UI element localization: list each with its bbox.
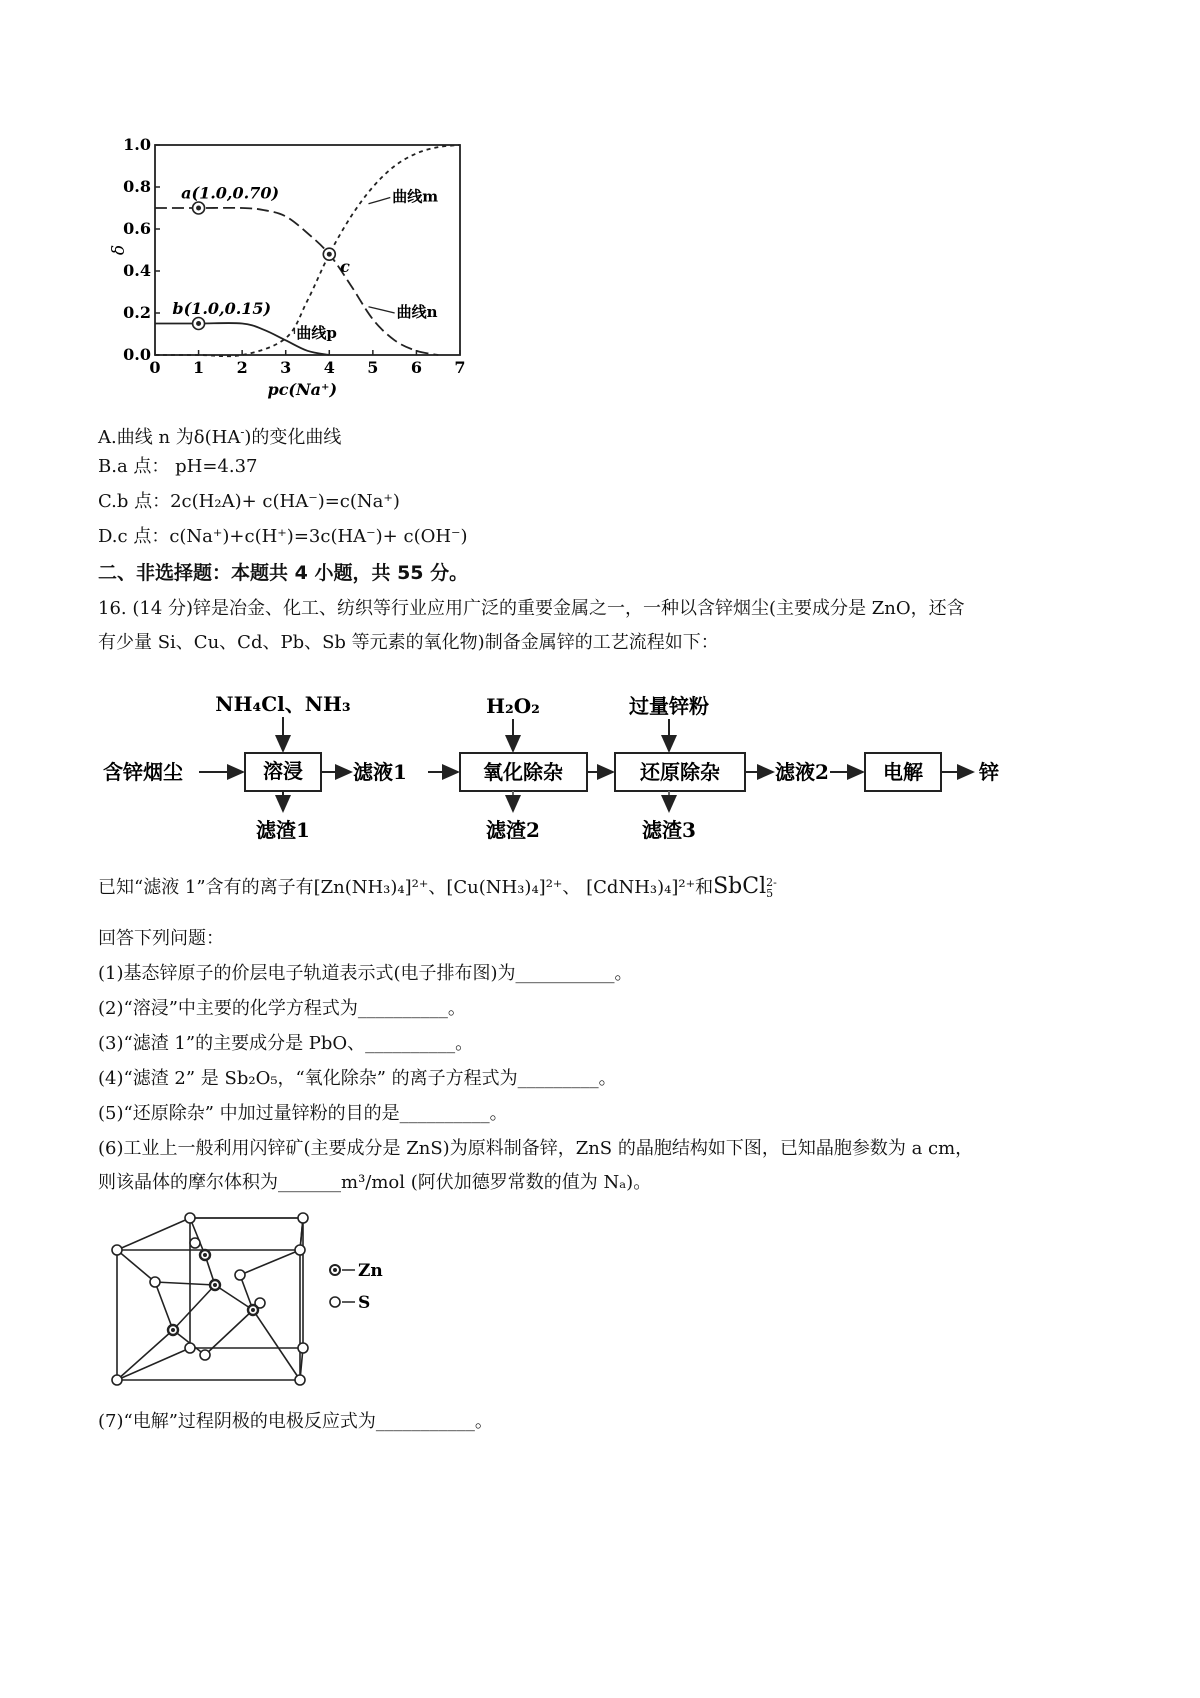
zn-atom-core (203, 1253, 207, 1257)
s-atom (298, 1213, 308, 1223)
option-d: D.c 点：c(Na⁺)+c(H⁺)=3c(HA⁻)+ c(OH⁻) (98, 526, 468, 547)
question-2: (2)“溶浸”中主要的化学方程式为__________。 (98, 998, 466, 1019)
answer-intro: 回答下列问题： (98, 928, 224, 949)
x-axis-label: pc(Na⁺) (267, 380, 338, 399)
flow-reagent3: 过量锌粉 (629, 694, 709, 718)
zn-atom-core (171, 1328, 175, 1332)
series-leader-1 (369, 307, 395, 313)
question-6-line2: 则该晶体的摩尔体积为_______m³/mol (阿伏加德罗常数的值为 Nₐ)。 (98, 1172, 652, 1193)
process-flowchart (95, 685, 1115, 850)
option-c: C.b 点：2c(H₂A)+ c(HA⁻)=c(Na⁺) (98, 491, 400, 512)
y-tick-label-0: 0.0 (123, 345, 151, 364)
x-tick-label-6: 6 (410, 358, 422, 377)
delta-chart (105, 135, 485, 405)
option-a: A.曲线 n 为δ(HA-)的变化曲线 (98, 425, 342, 448)
y-tick-label-4: 0.8 (123, 177, 151, 196)
question-4: (4)“滤渣 2” 是 Sb₂O₅，“氧化除杂” 的离子方程式为_________。 (98, 1068, 617, 1089)
known-ions: 已知“滤液 1”含有的离子有[Zn(NH₃)₄]²⁺、[Cu(NH₃)₄]²⁺、 [CdNH₃)₄]²⁺和SbCl 2- 5 (98, 874, 777, 900)
x-tick-label-0: 0 (149, 358, 161, 377)
q16-stem-line2: 有少量 Si、Cu、Cd、Pb、Sb 等元素的氧化物)制备金属锌的工艺流程如下： (98, 632, 719, 653)
x-tick-label-5: 5 (367, 358, 379, 377)
series-label-1: 曲线n (396, 303, 438, 321)
flow-step1: 溶浸 (263, 759, 303, 783)
point-label-2: c (340, 256, 350, 276)
s-atom (235, 1270, 245, 1280)
x-tick-label-3: 3 (280, 358, 292, 377)
y-tick-label-5: 1.0 (123, 135, 151, 154)
flow-residue2: 滤渣2 (486, 818, 540, 842)
zns-unit-cell-diagram (105, 1210, 425, 1390)
y-tick-label-3: 0.6 (123, 219, 151, 238)
question-7: (7)“电解”过程阴极的电极反应式为___________。 (98, 1411, 493, 1432)
s-atom (295, 1375, 305, 1385)
legend-s-marker (330, 1297, 340, 1307)
y-axis-label: δ (109, 244, 129, 256)
series-label-2: 曲线p (296, 324, 337, 342)
point-label-0: a(1.0,0.70) (181, 183, 280, 203)
flow-input: 含锌烟尘 (103, 760, 183, 784)
point-dot-2 (327, 252, 332, 257)
question-6-line1: (6)工业上一般利用闪锌矿(主要成分是 ZnS)为原料制备锌，ZnS 的晶胞结构如下图，已知晶胞参数为 a cm， (98, 1138, 974, 1159)
s-atom (200, 1350, 210, 1360)
flow-step3: 还原除杂 (640, 760, 720, 784)
point-dot-1 (196, 321, 201, 326)
flow-residue1: 滤渣1 (256, 818, 310, 842)
x-tick-label-2: 2 (236, 358, 248, 377)
s-atom (295, 1245, 305, 1255)
flow-reagent1: NH₄Cl、NH₃ (215, 692, 351, 716)
zn-atom-core (213, 1283, 217, 1287)
s-atom (112, 1245, 122, 1255)
point-dot-0 (196, 206, 201, 211)
option-b: B.a 点： pH=4.37 (98, 456, 258, 477)
flow-reagent2: H₂O₂ (486, 694, 540, 718)
s-atom (185, 1343, 195, 1353)
x-tick-label-7: 7 (454, 358, 466, 377)
zn-atom-core (251, 1308, 255, 1312)
s-atom (185, 1213, 195, 1223)
legend-zn-label: Zn (358, 1261, 383, 1281)
question-3: (3)“滤渣 1”的主要成分是 PbO、__________。 (98, 1033, 474, 1054)
s-atom (298, 1343, 308, 1353)
y-tick-label-2: 0.4 (123, 261, 151, 280)
series-leader-0 (369, 198, 391, 204)
question-1: (1)基态锌原子的价层电子轨道表示式(电子排布图)为___________。 (98, 963, 633, 984)
s-atom (190, 1238, 200, 1248)
point-label-1: b(1.0,0.15) (172, 298, 272, 318)
question-5: (5)“还原除杂” 中加过量锌粉的目的是__________。 (98, 1103, 508, 1124)
flow-filtrate2: 滤液2 (775, 760, 829, 784)
x-tick-label-4: 4 (323, 358, 335, 377)
q16-stem-line1: 16. (14 分)锌是冶金、化工、纺织等行业应用广泛的重要金属之一，一种以含锌烟尘(主要成分是 ZnO，还含 (98, 598, 965, 619)
flow-step4: 电解 (883, 760, 923, 784)
flow-residue3: 滤渣3 (642, 818, 696, 842)
legend-s-label: S (358, 1293, 371, 1313)
flow-output: 锌 (979, 760, 999, 784)
x-tick-label-1: 1 (193, 358, 205, 377)
s-atom (112, 1375, 122, 1385)
series-label-0: 曲线m (392, 187, 439, 206)
y-tick-label-1: 0.2 (123, 303, 151, 322)
flow-filtrate1: 滤液1 (353, 760, 407, 784)
flow-step2: 氧化除杂 (483, 760, 563, 784)
section-heading: 二、非选择题：本题共 4 小题，共 55 分。 (98, 562, 469, 584)
s-atom (150, 1277, 160, 1287)
